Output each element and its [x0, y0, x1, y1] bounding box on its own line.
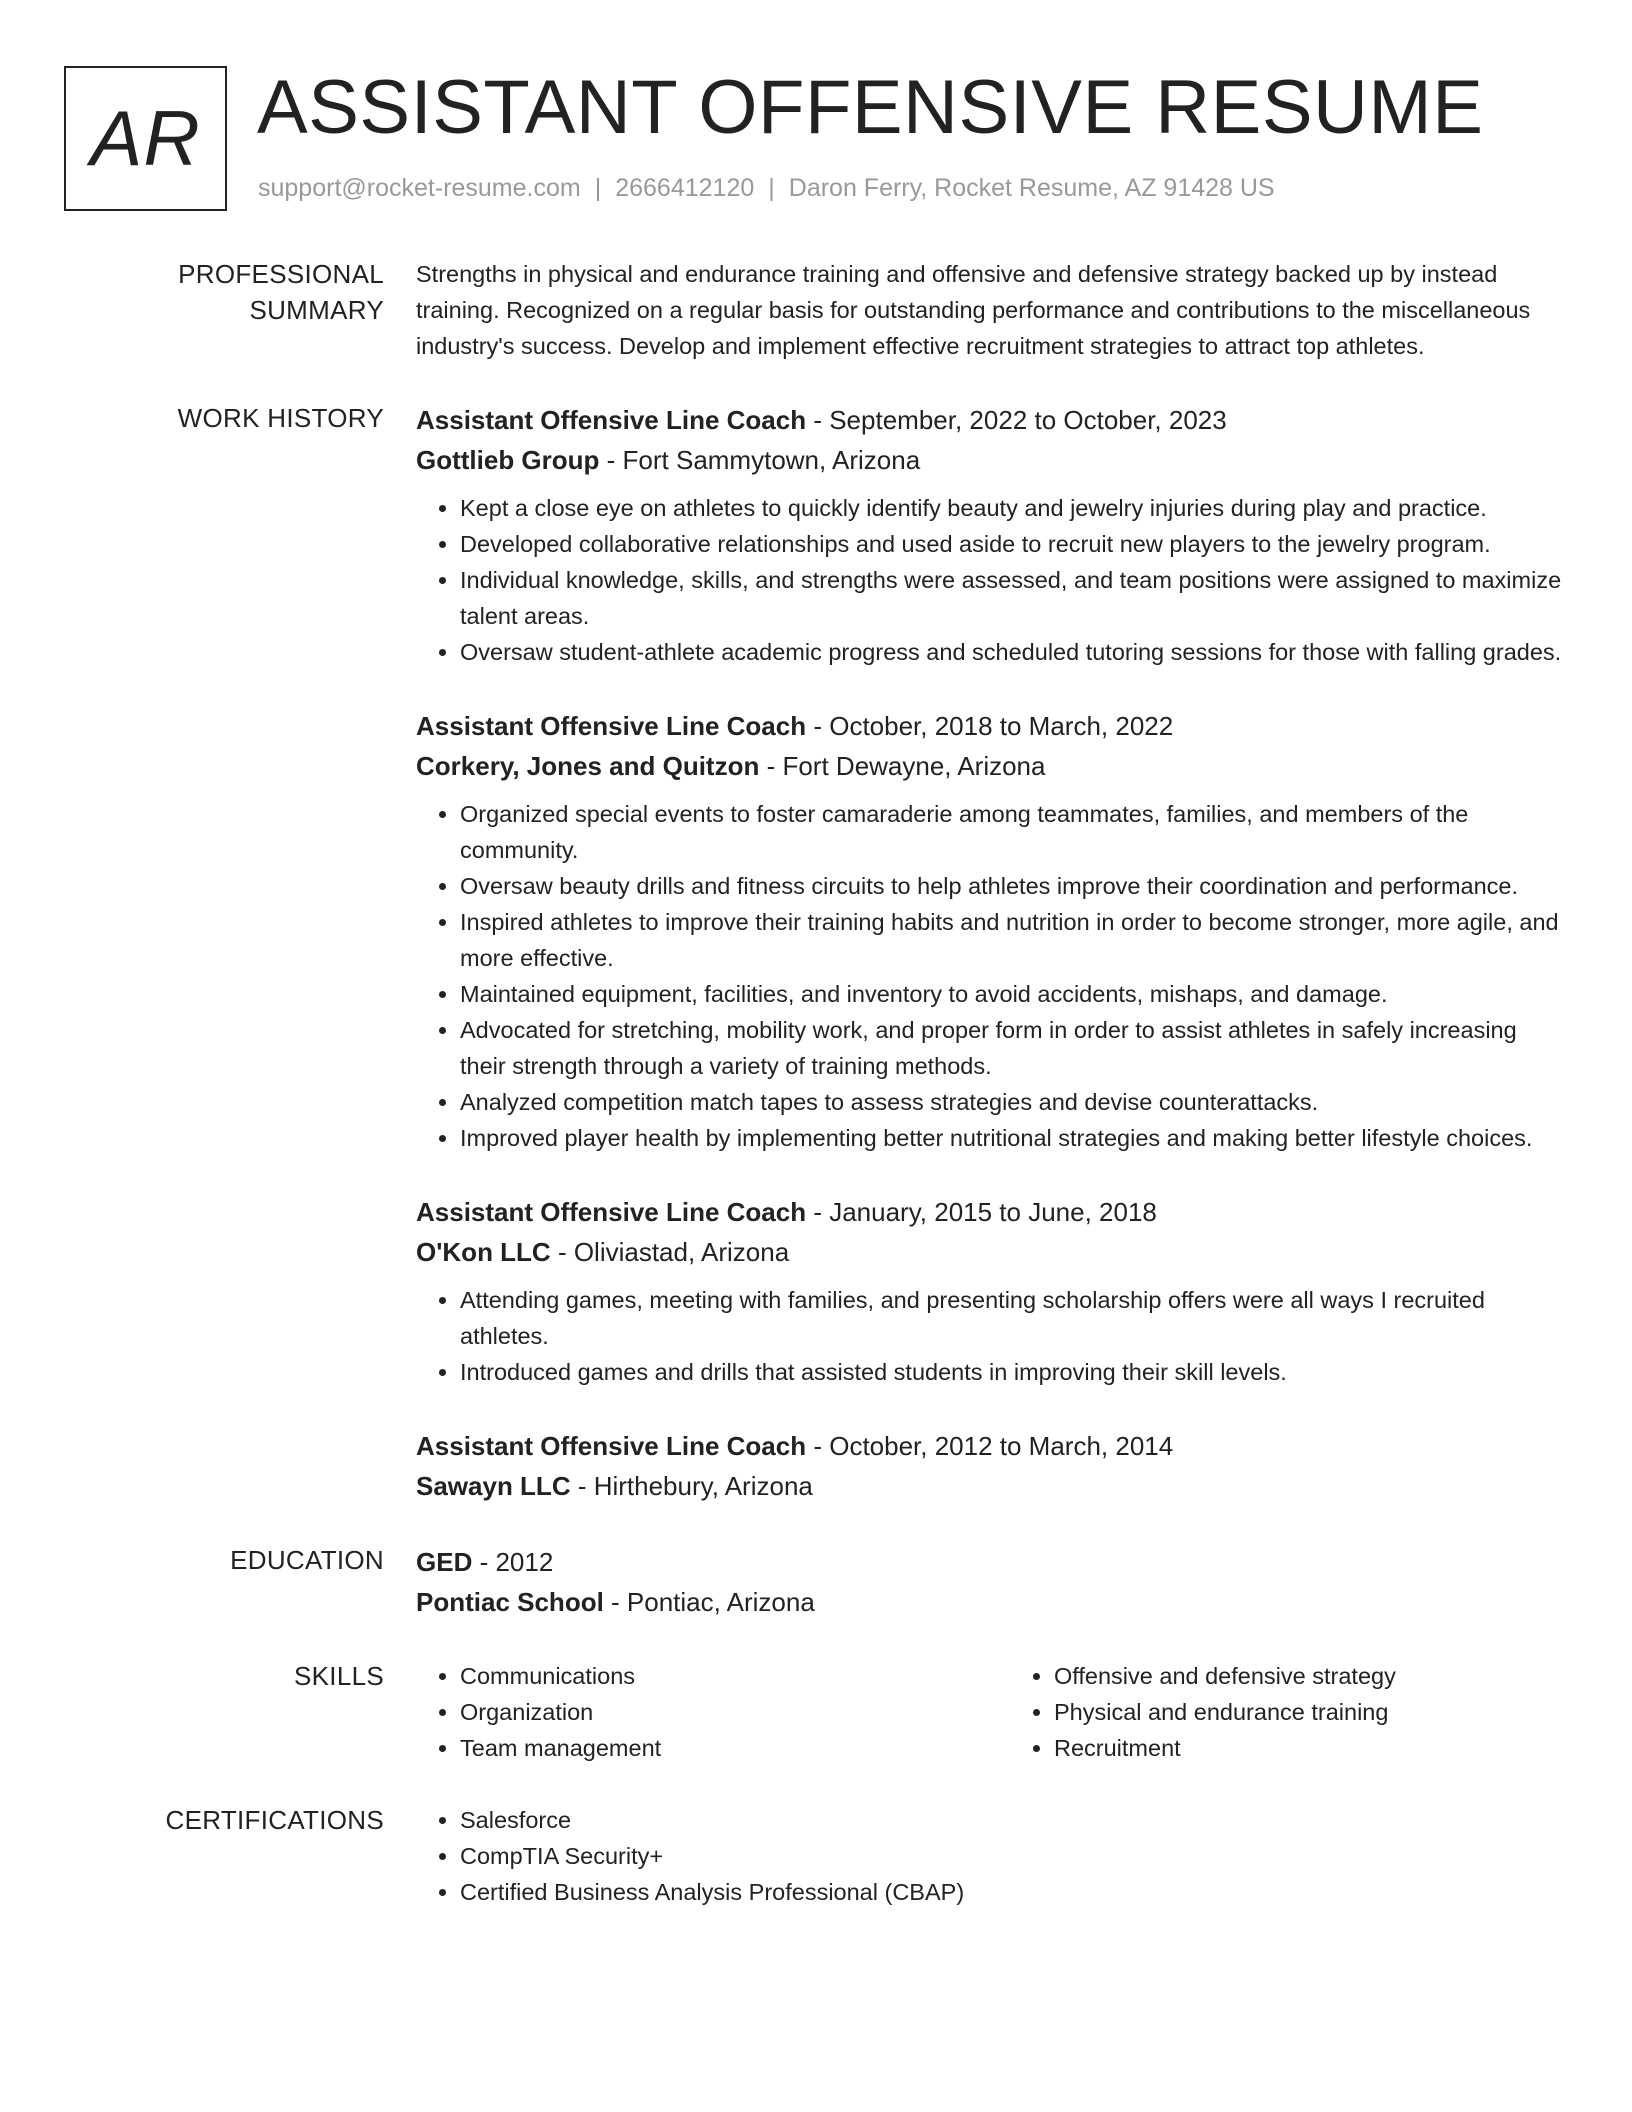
list-item: • Organized special events to foster camaraderie among teammates, families, and members of the community. [460, 796, 1564, 868]
list-item: • Analyzed competition match tapes to assess strategies and devise counterattacks. [460, 1084, 1564, 1120]
job-dates: - January, 2015 to June, 2018 [806, 1197, 1157, 1227]
education-degree: GED [416, 1547, 473, 1577]
section-summary [64, 256, 1564, 364]
skill-item: • Offensive and defensive strategy [1054, 1658, 1604, 1694]
job-role: Assistant Offensive Line Coach [416, 711, 807, 741]
certifications-list [416, 1802, 1564, 1910]
list-item: • Advocated for stretching, mobility work, and proper form in order to assist athletes in safely increasing their strength through a variety of training methods. [460, 1012, 1564, 1084]
education-year: - 2012 [472, 1547, 554, 1577]
monogram-logo: AR [64, 66, 227, 211]
contact-address: Daron Ferry, Rocket Resume, AZ 91428 US [788, 174, 1275, 202]
skills-list-right [1010, 1658, 1604, 1766]
job-location: - Oliviastad, Arizona [550, 1237, 790, 1267]
section-skills [64, 1658, 1564, 1766]
education-degree-line [416, 1542, 1564, 1582]
contact-line [258, 174, 1275, 203]
section-education [64, 1542, 1564, 1622]
contact-phone: 2666412120 [615, 174, 755, 202]
section-certifications [64, 1802, 1564, 1910]
skill-item: • Team management [460, 1730, 1010, 1766]
job-company: Corkery, Jones and Quitzon [416, 751, 760, 781]
job-role-line [416, 706, 1564, 746]
skills-columns [416, 1658, 1604, 1766]
job-entry [416, 706, 1564, 1156]
education-school: Pontiac School [416, 1587, 604, 1617]
list-item: • Oversaw beauty drills and fitness circuits to help athletes improve their coordination and performance. [460, 868, 1564, 904]
job-bullets [416, 490, 1564, 670]
resume-title: ASSISTANT OFFENSIVE RESUME [257, 65, 1484, 150]
job-company-line [416, 746, 1564, 786]
education-school-line [416, 1582, 1564, 1622]
job-dates: - October, 2018 to March, 2022 [806, 711, 1174, 741]
certification-item: • Salesforce [460, 1802, 1564, 1838]
list-item: • Attending games, meeting with families, and presenting scholarship offers were all ways I recruited athletes. [460, 1282, 1564, 1354]
resume-header [64, 66, 1584, 211]
job-entry [416, 400, 1564, 670]
list-item: • Kept a close eye on athletes to quickly identify beauty and jewelry injuries during play and practice. [460, 490, 1564, 526]
job-entry [416, 1192, 1564, 1390]
job-role-line [416, 1192, 1564, 1232]
section-work-history [64, 400, 1564, 1506]
job-company-line [416, 440, 1564, 480]
education-location: - Pontiac, Arizona [603, 1587, 815, 1617]
job-bullets [416, 796, 1564, 1156]
job-role: Assistant Offensive Line Coach [416, 1431, 807, 1461]
skill-item: • Recruitment [1054, 1730, 1604, 1766]
skill-item: • Communications [460, 1658, 1010, 1694]
contact-separator: | [594, 174, 602, 202]
job-company: Gottlieb Group [416, 445, 600, 475]
job-location: - Fort Dewayne, Arizona [759, 751, 1046, 781]
job-dates: - September, 2022 to October, 2023 [806, 405, 1227, 435]
summary-text: Strengths in physical and endurance training and offensive and defensive strategy backed up by instead training. Recognized on a regular basis for outstanding performance and contributions to the miscellaneous industry's success. Develop and implement effective recruitment strategies to attract top athletes. [416, 261, 1531, 359]
job-company: Sawayn LLC [416, 1471, 571, 1501]
section-title-certifications: CERTIFICATIONS [165, 1805, 384, 1835]
job-bullets [416, 1282, 1564, 1390]
skill-item: • Physical and endurance training [1054, 1694, 1604, 1730]
list-item: • Improved player health by implementing better nutritional strategies and making better lifestyle choices. [460, 1120, 1564, 1156]
contact-email: support@rocket-resume.com [258, 174, 581, 202]
job-dates: - October, 2012 to March, 2014 [806, 1431, 1174, 1461]
job-company: O'Kon LLC [416, 1237, 551, 1267]
skills-list-left [416, 1658, 1010, 1766]
section-title-skills: SKILLS [294, 1661, 384, 1691]
job-entry [416, 1426, 1564, 1506]
list-item: • Developed collaborative relationships and used aside to recruit new players to the jewelry program. [460, 526, 1564, 562]
certification-item: • CompTIA Security+ [460, 1838, 1564, 1874]
job-role-line [416, 400, 1564, 440]
job-location: - Fort Sammytown, Arizona [599, 445, 921, 475]
list-item: • Introduced games and drills that assisted students in improving their skill levels. [460, 1354, 1564, 1390]
list-item: • Individual knowledge, skills, and strengths were assessed, and team positions were assigned to maximize talent areas. [460, 562, 1564, 634]
list-item: • Oversaw student-athlete academic progress and scheduled tutoring sessions for those with falling grades. [460, 634, 1564, 670]
job-role-line [416, 1426, 1564, 1466]
section-title-education: EDUCATION [230, 1545, 384, 1575]
job-location: - Hirthebury, Arizona [570, 1471, 813, 1501]
job-role: Assistant Offensive Line Coach [416, 405, 807, 435]
job-company-line [416, 1466, 1564, 1506]
contact-separator: | [768, 174, 775, 202]
job-role: Assistant Offensive Line Coach [416, 1197, 807, 1227]
certification-item: • Certified Business Analysis Professional (CBAP) [460, 1874, 1564, 1910]
section-title-summary: PROFESSIONAL SUMMARY [178, 259, 384, 325]
job-company-line [416, 1232, 1564, 1272]
list-item: • Maintained equipment, facilities, and inventory to avoid accidents, mishaps, and damage. [460, 976, 1564, 1012]
skill-item: • Organization [460, 1694, 1010, 1730]
list-item: • Inspired athletes to improve their training habits and nutrition in order to become stronger, more agile, and more effective. [460, 904, 1564, 976]
section-title-work: WORK HISTORY [177, 403, 384, 433]
resume-content [64, 256, 1564, 1946]
